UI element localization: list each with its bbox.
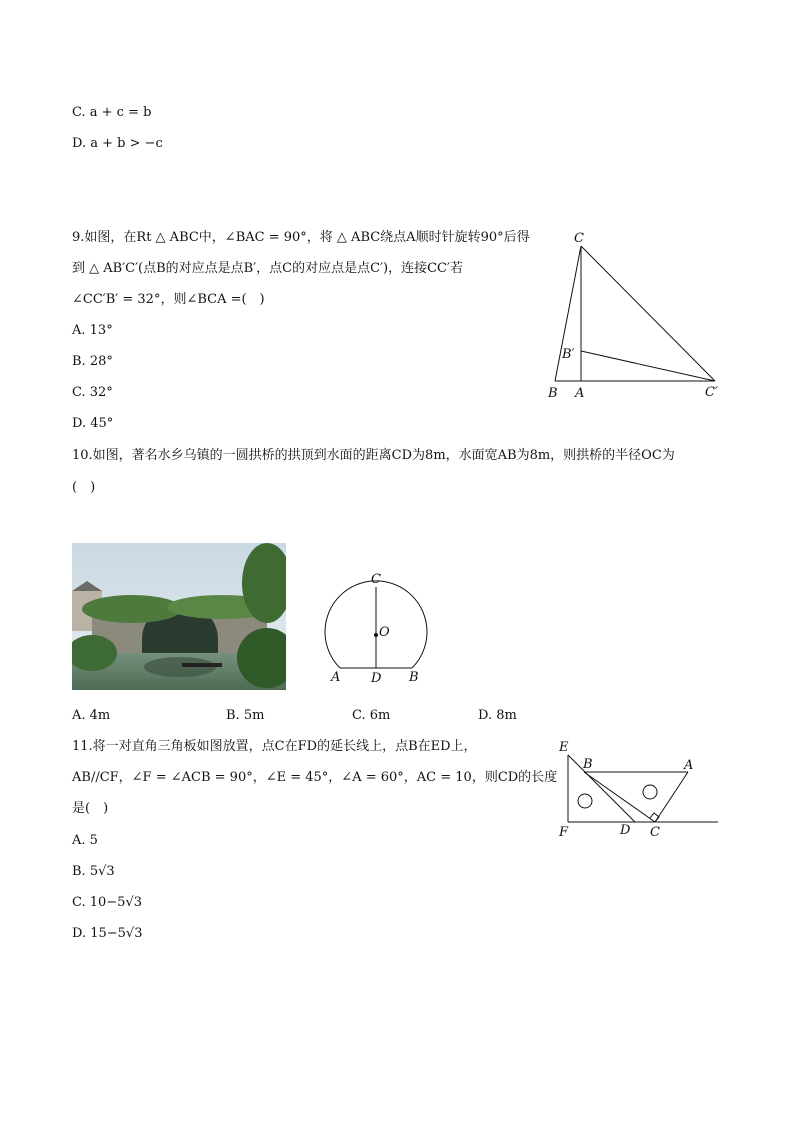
q11-stem-line-1: 11.将一对直角三角板如图放置，点C在FD的延长线上，点B在ED上， [72, 739, 477, 754]
q10-option-a: A. 4m [72, 708, 111, 723]
q9-label-c: C [574, 231, 584, 246]
q9-label-b: B [548, 386, 558, 401]
q11-option-d: D. 15−5√3 [72, 926, 143, 941]
q10-option-b: B. 5m [226, 708, 265, 723]
arch-bridge-photo [72, 543, 286, 690]
q11-stem-line-3: 是( ) [72, 801, 109, 816]
q9-stem-line-2: 到 △ AB′C′(点B的对应点是点B′，点C的对应点是点C′)，连接CC′若 [72, 261, 463, 276]
q10-option-c: C. 6m [352, 708, 391, 723]
q8-option-d: D. a + b > −c [72, 136, 163, 151]
q9-stem-line-3: ∠CC′B′ = 32°，则∠BCA =( ) [72, 292, 265, 307]
q10-option-d: D. 8m [478, 708, 517, 723]
q11-label-c: C [650, 825, 660, 840]
q9-option-a: A. 13° [72, 323, 113, 338]
q9-triangle-figure [540, 226, 730, 404]
q9-label-a: A [575, 386, 585, 401]
q11-option-a: A. 5 [72, 833, 98, 848]
q10-label-b: B [409, 670, 419, 685]
q11-label-b: B [583, 757, 593, 772]
q11-set-squares-figure [555, 738, 725, 842]
q10-label-d: D [371, 671, 382, 686]
q11-option-c: C. 10−5√3 [72, 895, 143, 910]
q9-stem-line-1: 9.如图，在Rt △ ABC中，∠BAC = 90°，将 △ ABC绕点A顺时针旋转90°后得 [72, 230, 530, 245]
q10-label-a: A [331, 670, 341, 685]
q10-arch-diagram [320, 568, 440, 688]
q9-option-d: D. 45° [72, 416, 114, 431]
q9-option-c: C. 32° [72, 385, 113, 400]
q11-label-a: A [684, 758, 694, 773]
q9-label-b-prime: B′ [562, 347, 575, 362]
q11-label-d: D [620, 823, 631, 838]
q11-label-f: F [559, 825, 569, 840]
q9-label-c-prime: C′ [705, 385, 718, 400]
q10-stem-line-2: ( ) [72, 480, 96, 495]
q11-stem-line-2: AB//CF，∠F = ∠ACB = 90°，∠E = 45°，∠A = 60°，AC = 10，则CD的长度 [72, 770, 558, 785]
q8-option-c: C. a + c = b [72, 105, 152, 120]
q10-label-c: C [371, 572, 381, 587]
q9-option-b: B. 28° [72, 354, 113, 369]
q11-option-b: B. 5√3 [72, 864, 115, 879]
q11-label-e: E [559, 740, 569, 755]
q10-stem-line-1: 10.如图，著名水乡乌镇的一圆拱桥的拱顶到水面的距离CD为8m，水面宽AB为8m，则拱桥的半径OC为 [72, 448, 675, 463]
q10-label-o: O [379, 625, 390, 640]
